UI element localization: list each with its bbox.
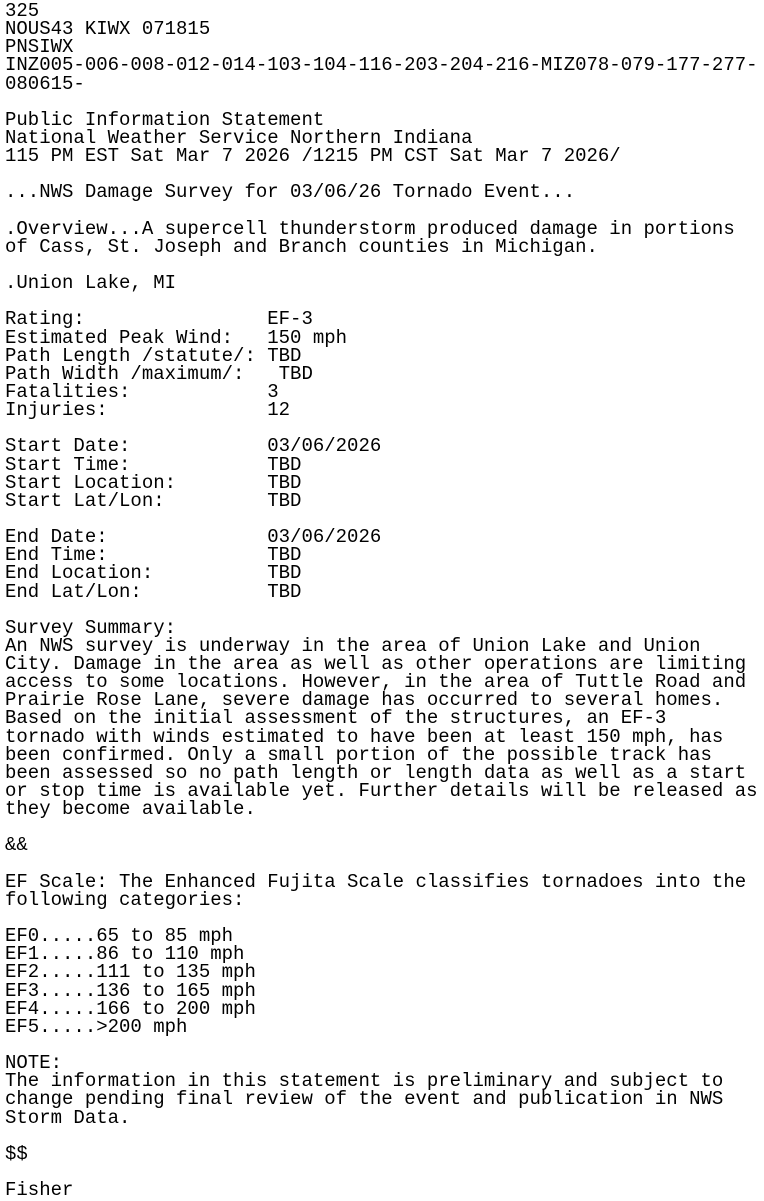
survey-summary-line: Based on the initial assessment of the structures, an EF-3 [5,707,667,730]
note-line-1: The information in this statement is preliminary and subject to [5,1070,724,1093]
forecaster-signature: Fisher [5,1179,74,1201]
issue-time: 115 PM EST Sat Mar 7 2026 /1215 PM CST Sat Mar 7 2026/ [5,145,621,168]
note-line-2: change pending final review of the event and publication in NWS [5,1088,724,1111]
injuries-row: Injuries: 12 [5,399,291,422]
overview-line-2: of Cass, St. Joseph and Branch counties in Michigan. [5,235,598,258]
zone-codes-line-2: 080615- [5,72,85,95]
awips-id: PNSIWX [5,36,74,59]
ef-scale-category: EF4.....166 to 200 mph [5,997,256,1020]
start-latlon-row: Start Lat/Lon: TBD [5,489,302,512]
blank-line [5,202,764,220]
survey-summary-line: or stop time is available yet. Further details will be released as [5,780,758,803]
peak-wind-row: Estimated Peak Wind: 150 mph [5,326,348,349]
survey-summary-line: An NWS survey is underway in the area of Union Lake and Union [5,634,701,657]
note-heading: NOTE: [5,1052,63,1075]
section-separator: && [5,834,28,857]
blank-line [5,1127,764,1145]
start-date-row: Start Date: 03/06/2026 [5,435,382,458]
sequence-number: 325 [5,0,40,22]
ef-scale-category: EF1.....86 to 110 mph [5,943,245,966]
end-time-row: End Time: TBD [5,544,302,567]
survey-summary-line: Prairie Rose Lane, severe damage has occurred to several homes. [5,689,724,712]
ef-scale-category: EF5.....>200 mph [5,1015,188,1038]
start-location-row: Start Location: TBD [5,471,302,494]
product-name: Public Information Statement [5,108,325,131]
path-length-row: Path Length /statute/: TBD [5,344,302,367]
survey-summary-line: access to some locations. However, in the area of Tuttle Road and [5,671,747,694]
headline: ...NWS Damage Survey for 03/06/26 Tornado Event... [5,181,576,204]
survey-summary-line: been assessed so no path length or length data as well as a start [5,761,747,784]
blank-line [5,1036,764,1054]
overview-line-1: .Overview...A supercell thunderstorm produced damage in portions [5,217,735,240]
end-location-row: End Location: TBD [5,562,302,585]
blank-line [5,1163,764,1181]
survey-summary-line: City. Damage in the area as well as other operations are limiting [5,653,747,676]
survey-summary-heading: Survey Summary: [5,616,177,639]
ef-scale-intro-1: EF Scale: The Enhanced Fujita Scale classifies tornadoes into the [5,870,747,893]
fatalities-row: Fatalities: 3 [5,380,279,403]
issuing-office: National Weather Service Northern Indiana [5,126,473,149]
survey-summary-line: they become available. [5,798,256,821]
ef-scale-category: EF0.....65 to 85 mph [5,925,234,948]
note-line-3: Storm Data. [5,1106,131,1129]
survey-summary-line: been confirmed. Only a small portion of the possible track has [5,743,712,766]
end-latlon-row: End Lat/Lon: TBD [5,580,302,603]
ef-scale-category: EF2.....111 to 135 mph [5,961,256,984]
location-heading: .Union Lake, MI [5,272,177,295]
survey-summary-line: tornado with winds estimated to have been at least 150 mph, has [5,725,724,748]
zone-codes-line-1: INZ005-006-008-012-014-103-104-116-203-204-216-MIZ078-079-177-277- [5,54,758,77]
path-width-row: Path Width /maximum/: TBD [5,362,313,385]
start-time-row: Start Time: TBD [5,453,302,476]
blank-line [5,818,764,836]
end-date-row: End Date: 03/06/2026 [5,526,382,549]
ef-scale-intro-2: following categories: [5,888,245,911]
end-of-product-marker: $$ [5,1142,28,1165]
ef-scale-category: EF3.....136 to 165 mph [5,979,256,1002]
rating-row: Rating: EF-3 [5,308,313,331]
wmo-header: NOUS43 KIWX 071815 [5,18,211,41]
